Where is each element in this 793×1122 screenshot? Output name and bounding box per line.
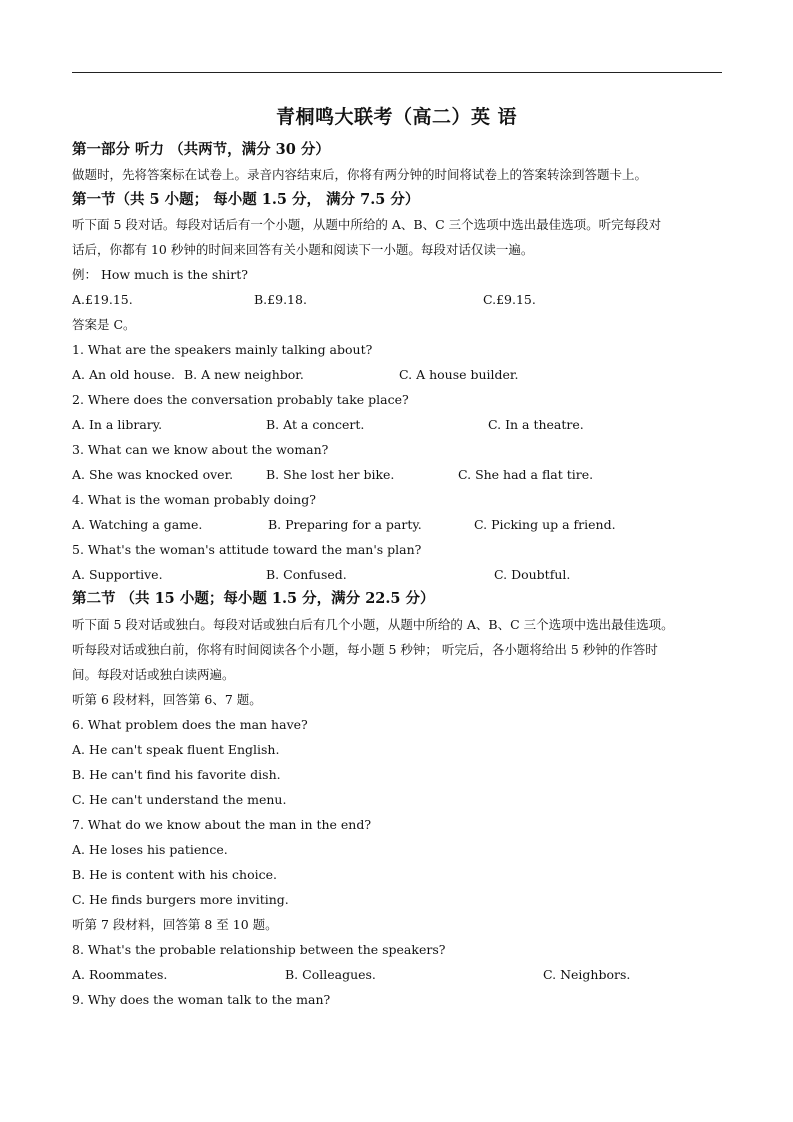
q4-option-a: A. Watching a game. (72, 517, 203, 532)
q7-option-a: A. He loses his patience. (72, 842, 228, 857)
q5-option-c: C. Doubtful. (494, 567, 571, 582)
q5-option-b: B. Confused. (266, 567, 347, 582)
section2-heading: 第二节 （共 15 小题；每小题 1.5 分，满分 22.5 分） (72, 590, 435, 607)
q2-option-c: C. In a theatre. (488, 417, 584, 432)
question-2-options (0, 416, 793, 434)
q5-option-a: A. Supportive. (72, 567, 163, 582)
top-rule (72, 72, 722, 73)
q3-option-c: C. She had a flat tire. (458, 467, 594, 482)
section2-instruction-line3: 间。每段对话或独白读两遍。 (72, 667, 235, 682)
section2-instruction-line2: 听每段对话或独白前，你将有时间阅读各个小题，每小题 5 秒钟； 听完后，各小题将给出 5 秒钟的作答时 (72, 642, 658, 657)
section2-instruction-line1: 听下面 5 段对话或独白。每段对话或独白后有几个小题，从题中所给的 A、B、C 三个选项中选出最佳选项。 (72, 617, 674, 632)
question-3-options (0, 466, 793, 484)
q7-option-c: C. He finds burgers more inviting. (72, 892, 289, 907)
part1-instruction: 做题时，先将答案标在试卷上。录音内容结束后，你将有两分钟的时间将试卷上的答案转涂到答题卡上。 (72, 167, 648, 182)
section1-instruction-line1: 听下面 5 段对话。每段对话后有一个小题，从题中所给的 A、B、C 三个选项中选出最佳选项。听完每段对 (72, 217, 662, 232)
example-option-b: B.£9.18. (254, 292, 307, 307)
example-option-a: A.£19.15. (72, 292, 133, 307)
example-question: 例： How much is the shirt? (72, 267, 248, 282)
example-options (0, 291, 793, 309)
q8-option-a: A. Roommates. (72, 967, 168, 982)
q6-option-b: B. He can't find his favorite dish. (72, 767, 281, 782)
question-8: 8. What's the probable relationship between the speakers? (72, 942, 446, 957)
question-5-options (0, 566, 793, 584)
material-7-heading: 听第 7 段材料，回答第 8 至 10 题。 (72, 917, 278, 932)
q8-option-c: C. Neighbors. (543, 967, 631, 982)
question-3: 3. What can we know about the woman? (72, 442, 329, 457)
q2-option-a: A. In a library. (72, 417, 163, 432)
question-5: 5. What's the woman's attitude toward the man's plan? (72, 542, 422, 557)
question-8-options (0, 966, 793, 984)
section1-instruction-line2: 话后，你都有 10 秒钟的时间来回答有关小题和阅读下一小题。每段对话仅读一遍。 (72, 242, 534, 257)
exam-title: 青桐鸣大联考（高二）英 语 (275, 106, 518, 128)
example-answer: 答案是 C。 (72, 317, 136, 332)
q4-option-b: B. Preparing for a party. (268, 517, 422, 532)
q6-option-c: C. He can't understand the menu. (72, 792, 287, 807)
q1-option-b: B. A new neighbor. (184, 367, 304, 382)
question-7: 7. What do we know about the man in the end? (72, 817, 372, 832)
part1-heading: 第一部分 听力 （共两节，满分 30 分） (72, 141, 330, 158)
q8-option-b: B. Colleagues. (285, 967, 376, 982)
material-6-heading: 听第 6 段材料，回答第 6、7 题。 (72, 692, 262, 707)
question-9: 9. Why does the woman talk to the man? (72, 992, 331, 1007)
q1-option-c: C. A house builder. (399, 367, 519, 382)
section1-heading: 第一节（共 5 小题； 每小题 1.5 分， 满分 7.5 分） (72, 191, 420, 208)
q3-option-a: A. She was knocked over. (72, 467, 234, 482)
question-6: 6. What problem does the man have? (72, 717, 308, 732)
question-4-options (0, 516, 793, 534)
q4-option-c: C. Picking up a friend. (474, 517, 616, 532)
question-4: 4. What is the woman probably doing? (72, 492, 316, 507)
example-option-c: C.£9.15. (483, 292, 536, 307)
q6-option-a: A. He can't speak fluent English. (72, 742, 280, 757)
q3-option-b: B. She lost her bike. (266, 467, 395, 482)
q2-option-b: B. At a concert. (266, 417, 365, 432)
q1-option-a: A. An old house. (72, 367, 175, 382)
question-1-options (0, 366, 793, 384)
question-1: 1. What are the speakers mainly talking about? (72, 342, 373, 357)
question-2: 2. Where does the conversation probably take place? (72, 392, 409, 407)
q7-option-b: B. He is content with his choice. (72, 867, 277, 882)
